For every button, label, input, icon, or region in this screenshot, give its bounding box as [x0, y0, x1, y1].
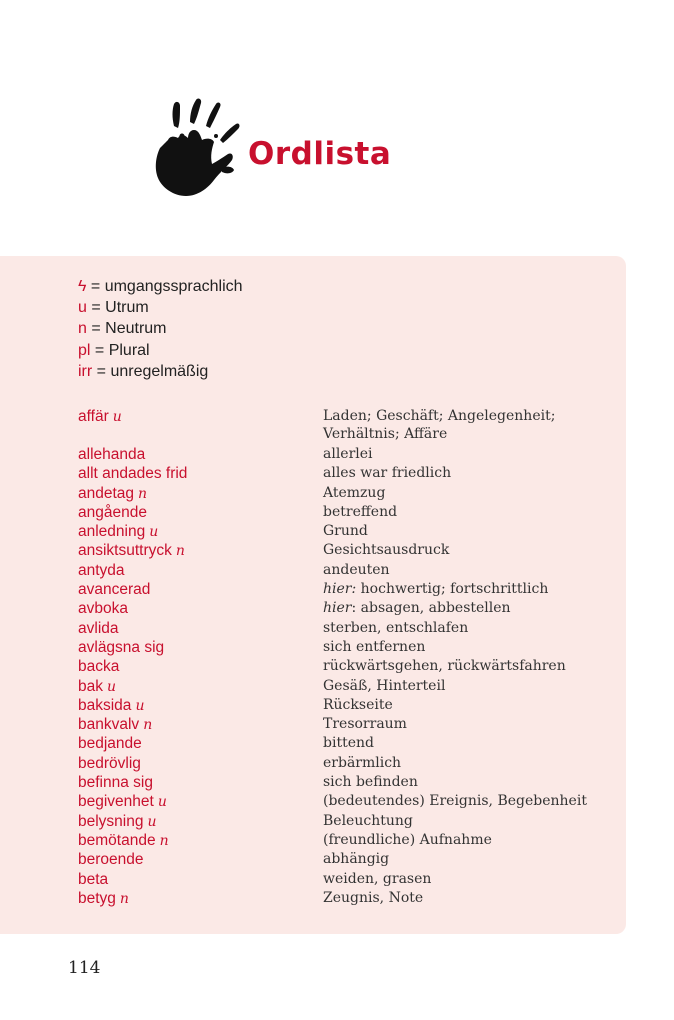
entry-gender: n [175, 543, 185, 560]
translation-text: Grund [323, 523, 368, 540]
glossary-entry [78, 407, 638, 445]
glossary-entry [78, 638, 638, 657]
entry-translation [323, 619, 623, 637]
term-text: ansiktsuttryck [78, 542, 172, 560]
entry-translation [323, 599, 623, 617]
translation-text: allerlei [323, 446, 373, 462]
glossary-entry [78, 792, 638, 811]
entry-gender: u [135, 697, 145, 714]
entry-term [78, 773, 153, 792]
legend-row: irr = unregelmäßig [78, 362, 209, 380]
glossary-entry [78, 696, 638, 715]
entry-term [78, 831, 169, 851]
glossary-entry [78, 522, 638, 541]
glossary-entry [78, 831, 638, 850]
translation-text: Laden; Geschäft; Angelegenheit; Verhältnis; Affäre [323, 408, 556, 443]
handprint-icon [152, 96, 244, 200]
term-text: bak [78, 677, 103, 695]
entry-translation [323, 773, 623, 791]
translation-text: Rückseite [323, 696, 393, 713]
term-text: bemötande [78, 831, 156, 849]
translation-text: Atemzug [323, 484, 386, 501]
translation-text: erbärmlich [323, 754, 402, 771]
entry-term [78, 503, 147, 522]
entry-term [78, 522, 158, 542]
translation-text: : absagen, abbestellen [351, 600, 511, 617]
legend [78, 276, 243, 382]
glossary-entry [78, 619, 638, 638]
term-text: allt andades frid [78, 465, 188, 483]
term-text: beta [78, 870, 109, 888]
entry-gender: u [157, 794, 167, 811]
term-text: antyda [78, 561, 125, 579]
term-text: avlägsna sig [78, 638, 165, 656]
translation-text: sterben, entschlafen [323, 619, 469, 636]
term-text: angående [78, 503, 147, 521]
entry-translation [323, 657, 623, 675]
entry-gender: u [149, 524, 159, 541]
glossary-entry [78, 773, 638, 792]
term-text: begivenhet [78, 793, 154, 811]
term-text: befinna sig [78, 774, 153, 792]
term-text: bedrövlig [78, 754, 141, 772]
page-number: 114 [68, 958, 101, 978]
translation-text: rückwärtsgehen, rückwärtsfahren [323, 658, 566, 675]
translation-text: hochwertig; fortschrittlich [356, 581, 549, 598]
glossary-entry [78, 599, 638, 618]
glossary-entry [78, 503, 638, 522]
term-text: beroende [78, 851, 144, 869]
term-text: avancerad [78, 581, 151, 599]
entry-translation [323, 831, 623, 849]
entry-translation [323, 754, 623, 772]
legend-abbr: u [78, 299, 87, 317]
entry-translation [323, 715, 623, 733]
translation-text: betreffend [323, 503, 398, 520]
translation-text: Gesichtsausdruck [323, 542, 450, 559]
glossary-entry [78, 657, 638, 676]
page-header [152, 96, 412, 206]
translation-text: abhängig [323, 851, 390, 868]
glossary-entry [78, 850, 638, 869]
glossary-entry [78, 561, 638, 580]
entry-term [78, 619, 119, 638]
entry-translation [323, 792, 623, 810]
glossary-entry [78, 445, 638, 464]
entry-term [78, 870, 108, 889]
entry-translation [323, 503, 623, 521]
term-text: backa [78, 658, 120, 676]
translation-text: Tresorraum [323, 716, 407, 733]
entry-translation [323, 677, 623, 695]
term-text: avboka [78, 600, 128, 618]
term-text: allehanda [78, 446, 146, 463]
entry-term [78, 407, 122, 427]
entry-term [78, 677, 116, 697]
legend-row: ϟ = umgangssprachlich [78, 278, 243, 295]
glossary-entry [78, 734, 638, 753]
entry-gender: u [147, 813, 157, 830]
lightning-icon: ϟ [78, 278, 87, 295]
glossary-entry [78, 464, 638, 483]
term-text: bedjande [78, 735, 142, 753]
entry-gender: n [138, 485, 148, 502]
entry-term [78, 561, 125, 580]
glossary-entry [78, 754, 638, 773]
entry-translation [323, 407, 623, 444]
term-text: avlida [78, 619, 119, 637]
translation-text: alles war friedlich [323, 465, 452, 482]
translation-text: andeuten [323, 561, 390, 578]
glossary-entry [78, 870, 638, 889]
term-text: andetag [78, 484, 135, 502]
legend-abbr: irr [78, 362, 93, 380]
legend-row: n = Neutrum [78, 320, 167, 338]
entry-translation [323, 484, 623, 502]
term-text: belysning [78, 812, 144, 830]
page-title: Ordlista [248, 136, 392, 172]
legend-row: u = Utrum [78, 299, 149, 317]
entry-term [78, 484, 147, 504]
translation-text: Zeugnis, Note [323, 889, 424, 906]
translation-text: sich entfernen [323, 638, 426, 655]
glossary-list [78, 407, 638, 908]
entry-translation [323, 850, 623, 868]
entry-translation [323, 445, 623, 463]
entry-term [78, 889, 129, 909]
entry-translation [323, 696, 623, 714]
legend-row: pl = Plural [78, 341, 150, 359]
translation-text: weiden, grasen [323, 870, 432, 887]
term-text: bankvalv [78, 716, 140, 734]
legend-abbr: n [78, 320, 87, 338]
entry-translation [323, 734, 623, 752]
glossary-entry [78, 715, 638, 734]
entry-translation [323, 812, 623, 830]
glossary-entry [78, 889, 638, 908]
entry-term [78, 812, 157, 832]
translation-text: sich befinden [323, 774, 418, 791]
entry-term [78, 580, 150, 599]
term-text: affär [78, 408, 109, 425]
entry-term [78, 734, 142, 753]
entry-translation [323, 561, 623, 579]
glossary-entry [78, 580, 638, 599]
entry-translation [323, 522, 623, 540]
entry-gender: u [107, 678, 117, 695]
entry-translation [323, 580, 623, 598]
translation-text: (bedeutendes) Ereignis, Begebenheit [323, 793, 587, 810]
entry-translation [323, 889, 623, 907]
glossary-entry [78, 484, 638, 503]
entry-term [78, 638, 164, 657]
translation-text: bittend [323, 735, 374, 752]
term-text: betyg [78, 889, 116, 907]
entry-term [78, 464, 187, 483]
entry-gender: u [112, 409, 122, 425]
entry-translation [323, 638, 623, 656]
entry-term [78, 754, 141, 773]
entry-gender: n [159, 832, 169, 849]
entry-term [78, 696, 144, 716]
translation-text: (freundliche) Aufnahme [323, 831, 492, 848]
translation-note: hier: [323, 581, 357, 598]
entry-term [78, 599, 128, 618]
translation-text: Beleuchtung [323, 812, 413, 829]
entry-translation [323, 870, 623, 888]
entry-term [78, 657, 119, 676]
entry-term [78, 792, 167, 812]
term-text: baksida [78, 696, 132, 714]
glossary-entry [78, 541, 638, 560]
translation-note: hier [323, 600, 352, 617]
entry-gender: n [143, 717, 153, 734]
entry-gender: n [119, 890, 129, 907]
glossary-entry [78, 677, 638, 696]
legend-abbr: pl [78, 341, 91, 359]
entry-term [78, 541, 185, 561]
term-text: anledning [78, 523, 146, 541]
entry-translation [323, 464, 623, 482]
translation-text: Gesäß, Hinterteil [323, 677, 446, 694]
entry-term [78, 850, 144, 869]
glossary-entry [78, 812, 638, 831]
entry-term [78, 715, 152, 735]
entry-translation [323, 541, 623, 559]
entry-term [78, 445, 145, 464]
